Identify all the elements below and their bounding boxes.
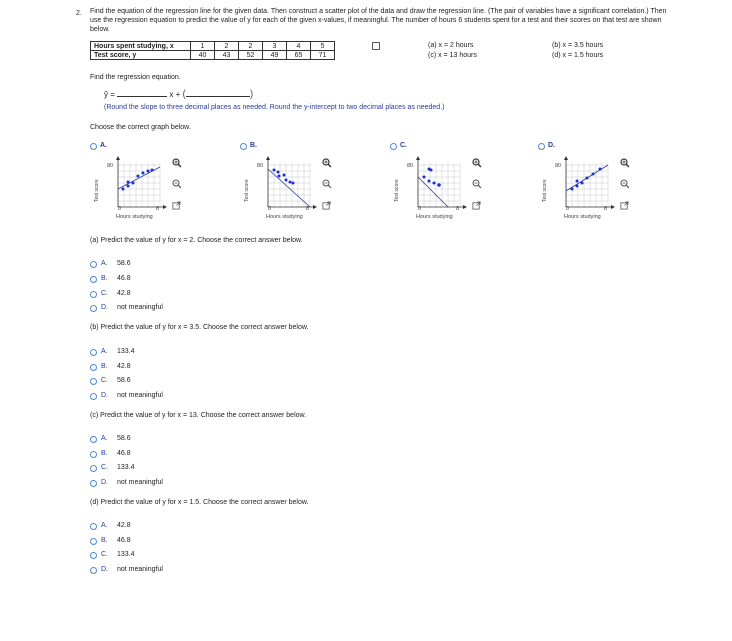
radio[interactable]	[90, 480, 97, 487]
graph-d-xlabel: Hours studying	[564, 214, 601, 220]
zoom-in-icon[interactable]	[172, 158, 182, 168]
zoom-out-icon[interactable]	[472, 179, 482, 189]
table-cell: 1	[191, 42, 215, 51]
table-cell: 71	[311, 51, 335, 60]
graph-c-xlabel: Hours studying	[416, 214, 453, 220]
option-letter: A.	[101, 522, 108, 529]
option-letter: D.	[101, 304, 108, 311]
radio[interactable]	[90, 552, 97, 559]
intercept-input[interactable]	[186, 96, 250, 97]
table-cell: 52	[239, 51, 263, 60]
graph-a-x0: 0	[118, 206, 122, 212]
option-text: 58.6	[117, 377, 131, 384]
x-plus-label: x +	[169, 90, 181, 99]
option-letter: C.	[101, 377, 108, 384]
graph-b-xlabel: Hours studying	[266, 214, 303, 220]
option-text: 58.6	[117, 435, 131, 442]
table-cell: 2	[239, 42, 263, 51]
radio[interactable]	[90, 305, 97, 312]
option-text: 133.4	[117, 464, 135, 471]
radio[interactable]	[90, 538, 97, 545]
open-external-icon[interactable]	[172, 201, 181, 210]
copy-table-icon[interactable]	[372, 42, 380, 50]
option-text: 42.8	[117, 522, 131, 529]
radio-graph-a[interactable]	[90, 143, 97, 150]
option-text: 46.8	[117, 450, 131, 457]
graph-a-ytick: 80	[107, 163, 114, 169]
graph-a-xlabel: Hours studying	[116, 214, 153, 220]
graph-c-x8: 8	[456, 206, 460, 212]
graph-b-ylabel: Test score	[244, 179, 250, 202]
rounding-hint: (Round the slope to three decimal places as needed. Round the y-intercept to two decimal places as needed.)	[104, 104, 445, 111]
graph-d-ylabel: Test score	[542, 179, 548, 202]
graph-a-x8: 8	[156, 206, 160, 212]
table-cell: 43	[215, 51, 239, 60]
zoom-out-icon[interactable]	[172, 179, 182, 189]
option-letter: A.	[101, 260, 108, 267]
table-row-label: Hours spent studying, x	[91, 42, 191, 51]
table-row-label: Test score, y	[91, 51, 191, 60]
graph-c-ylabel: Test score	[394, 179, 400, 202]
option-letter: B.	[101, 275, 108, 282]
radio[interactable]	[90, 378, 97, 385]
graph-b-x8: 8	[306, 206, 310, 212]
graph-c-plot	[412, 155, 468, 213]
option-letter: D.	[101, 392, 108, 399]
graph-c-letter: C.	[400, 142, 407, 149]
radio[interactable]	[90, 436, 97, 443]
zoom-out-icon[interactable]	[620, 179, 630, 189]
radio-graph-b[interactable]	[240, 143, 247, 150]
equation-row: ŷ = x + ( )	[104, 89, 254, 100]
graph-a-plot	[112, 155, 168, 213]
option-text: not meaningful	[117, 392, 163, 399]
graph-d-plot	[560, 155, 616, 213]
radio-graph-c[interactable]	[390, 143, 397, 150]
table-row	[91, 51, 335, 60]
graph-d-x0: 0	[566, 206, 570, 212]
find-equation-label: Find the regression equation.	[90, 74, 181, 81]
option-letter: D.	[101, 566, 108, 573]
option-letter: C.	[101, 290, 108, 297]
option-text: 46.8	[117, 537, 131, 544]
given-x-b: (b) x = 3.5 hours	[552, 42, 604, 49]
option-text: 133.4	[117, 551, 135, 558]
option-letter: B.	[101, 363, 108, 370]
graph-d-ytick: 80	[555, 163, 562, 169]
question-text: Find the equation of the regression line for the given data. Then construct a scatter plot of the data and draw the regression line. (The pair of variables have a significant correlation.) Then use the regression equation to predict the value of y for each of the given x-values, if meaningful. The number of hours 6 students spent for a test and their scores on that test are shown below.	[90, 8, 667, 33]
graph-b-x0: 0	[268, 206, 272, 212]
part-a-prompt: (a) Predict the value of y for x = 2. Choose the correct answer below.	[90, 237, 303, 244]
data-table	[90, 41, 335, 60]
option-text: 46.8	[117, 275, 131, 282]
part-d-prompt: (d) Predict the value of y for x = 1.5. Choose the correct answer below.	[90, 499, 309, 506]
slope-input[interactable]	[117, 96, 167, 97]
zoom-in-icon[interactable]	[620, 158, 630, 168]
given-x-c: (c) x = 13 hours	[428, 52, 477, 59]
option-text: not meaningful	[117, 566, 163, 573]
graph-c-ytick: 80	[407, 163, 414, 169]
graph-b-ytick: 80	[257, 163, 264, 169]
option-text: 42.8	[117, 363, 131, 370]
open-external-icon[interactable]	[472, 201, 481, 210]
graph-prompt: Choose the correct graph below.	[90, 124, 191, 131]
graph-d-letter: D.	[548, 142, 555, 149]
option-text: 42.8	[117, 290, 131, 297]
zoom-out-icon[interactable]	[322, 179, 332, 189]
table-cell: 40	[191, 51, 215, 60]
option-letter: B.	[101, 537, 108, 544]
option-text: 133.4	[117, 348, 135, 355]
radio[interactable]	[90, 465, 97, 472]
radio[interactable]	[90, 261, 97, 268]
table-cell: 49	[263, 51, 287, 60]
paren-close: )	[249, 89, 254, 100]
radio[interactable]	[90, 451, 97, 458]
option-letter: A.	[101, 348, 108, 355]
radio[interactable]	[90, 393, 97, 400]
question-number: 2.	[76, 10, 82, 17]
open-external-icon[interactable]	[620, 201, 629, 210]
graph-b	[242, 155, 342, 225]
table-cell: 5	[311, 42, 335, 51]
option-letter: A.	[101, 435, 108, 442]
radio[interactable]	[90, 567, 97, 574]
part-c-prompt: (c) Predict the value of y for x = 13. Choose the correct answer below.	[90, 412, 307, 419]
part-b-prompt: (b) Predict the value of y for x = 3.5. Choose the correct answer below.	[90, 324, 309, 331]
graph-b-letter: B.	[250, 142, 257, 149]
graph-d	[540, 155, 640, 225]
option-text: not meaningful	[117, 479, 163, 486]
open-external-icon[interactable]	[322, 201, 331, 210]
given-x-a: (a) x = 2 hours	[428, 42, 474, 49]
option-text: 58.6	[117, 260, 131, 267]
radio[interactable]	[90, 364, 97, 371]
option-letter: C.	[101, 464, 108, 471]
graph-d-x8: 8	[604, 206, 608, 212]
radio-graph-d[interactable]	[538, 143, 545, 150]
radio[interactable]	[90, 349, 97, 356]
graph-c	[392, 155, 492, 225]
y-hat-label: ŷ =	[104, 90, 115, 99]
zoom-in-icon[interactable]	[322, 158, 332, 168]
option-letter: C.	[101, 551, 108, 558]
table-cell: 65	[287, 51, 311, 60]
graph-a-letter: A.	[100, 142, 107, 149]
graph-a-ylabel: Test score	[94, 179, 100, 202]
option-text: not meaningful	[117, 304, 163, 311]
option-letter: B.	[101, 450, 108, 457]
zoom-in-icon[interactable]	[472, 158, 482, 168]
option-letter: D.	[101, 479, 108, 486]
given-x-d: (d) x = 1.5 hours	[552, 52, 604, 59]
graph-a	[92, 155, 192, 225]
graph-b-plot	[262, 155, 318, 213]
table-row	[91, 42, 335, 51]
graph-c-x0: 0	[418, 206, 422, 212]
table-cell: 3	[263, 42, 287, 51]
radio[interactable]	[90, 291, 97, 298]
table-cell: 2	[215, 42, 239, 51]
radio[interactable]	[90, 276, 97, 283]
table-cell: 4	[287, 42, 311, 51]
radio[interactable]	[90, 523, 97, 530]
